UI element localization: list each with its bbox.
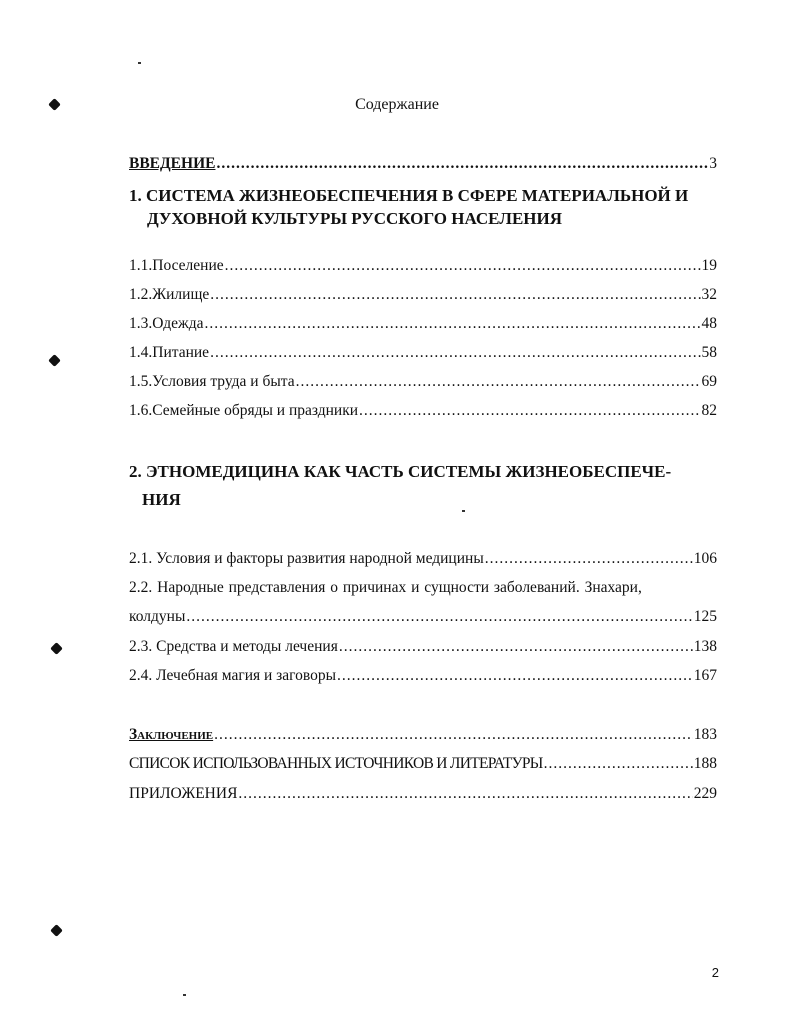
toc-page: 138 [693,638,717,655]
toc-leader [485,550,693,568]
toc-page: 183 [693,726,717,743]
toc-leader [186,608,692,626]
margin-mark [50,642,63,655]
toc-entry[interactable] [129,608,717,626]
toc-number: 1.4. [129,344,153,361]
toc-label: Питание [152,344,210,361]
toc-page: 19 [701,257,717,274]
toc-leader [544,755,693,773]
toc-label: 2.1. Условия и факторы развития народной медицины [129,550,484,567]
toc-number: 1.2. [129,286,153,303]
toc-label: Поселение [152,257,224,274]
toc-label-continued: колдуны [129,608,186,625]
scan-speck [138,62,141,64]
toc-leader [216,155,708,173]
toc-page: 58 [701,344,717,361]
toc-leader [238,785,692,803]
toc-label: Одежда [152,315,204,332]
toc-page: 188 [693,755,717,772]
toc-number: 1.1. [129,257,153,274]
toc-page: 3 [709,155,717,172]
toc-entry[interactable] [129,344,717,362]
section-2-heading [129,462,729,510]
toc-leader [337,667,693,685]
toc-number: 1.3. [129,315,153,332]
toc-leader [210,344,700,362]
toc-entry[interactable] [129,667,717,685]
toc-entry-sources[interactable] [129,755,717,773]
toc-label: 2.3. Средства и методы лечения [129,638,338,655]
toc-entry[interactable] [129,257,717,275]
toc-label: Семейные обряды и праздники [152,402,359,419]
section-1-heading-line2: ДУХОВНОЙ КУЛЬТУРЫ РУССКОГО НАСЕЛЕНИЯ [147,209,563,228]
toc-leader [204,315,700,333]
toc-label: СПИСОК ИСПОЛЬЗОВАННЫХ ИСТОЧНИКОВ И ЛИТЕРАТУРЫ [129,755,543,772]
toc-leader [225,257,701,275]
toc-label: Заключение [129,726,214,743]
toc-entry-line1[interactable] [129,579,717,597]
toc-entry-conclusion[interactable] [129,726,717,744]
toc-label: Жилище [152,286,210,303]
toc-entry[interactable] [129,315,717,333]
toc-leader [296,373,701,391]
toc-entry[interactable] [129,373,717,391]
toc-entry-intro[interactable] [129,155,717,173]
toc-leader [210,286,700,304]
toc-page: 125 [693,608,717,625]
toc-number: 1.5. [129,373,153,390]
toc-page: 82 [701,402,717,419]
section-2-heading-line1: 2. ЭТНОМЕДИЦИНА КАК ЧАСТЬ СИСТЕМЫ ЖИЗНЕОБЕСПЕЧЕ- [129,462,672,481]
toc-leader [339,638,693,656]
toc-number: 1.6. [129,402,153,419]
toc-leader [214,726,693,744]
section-1-heading [129,184,729,230]
toc-entry[interactable] [129,402,717,420]
margin-mark [50,924,63,937]
toc-page: 69 [701,373,717,390]
toc-page: 32 [701,286,717,303]
toc-entry-appendix[interactable] [129,785,717,803]
toc-page: 106 [693,550,717,567]
toc-page: 167 [693,667,717,684]
margin-mark [48,354,61,367]
page-title: Содержание [355,96,439,113]
toc-leader [359,402,700,420]
section-2-heading-line2: НИЯ [142,490,181,509]
scan-speck [183,994,186,996]
toc-label: ВВЕДЕНИЕ [129,155,216,172]
toc-page: 48 [701,315,717,332]
toc-entry[interactable] [129,286,717,304]
toc-label: Условия труда и быта [152,373,295,390]
scan-speck [462,510,465,512]
toc-entry[interactable] [129,638,717,656]
section-1-heading-line1: 1. СИСТЕМА ЖИЗНЕОБЕСПЕЧЕНИЯ В СФЕРЕ МАТЕРИАЛЬНОЙ И [129,186,689,205]
toc-label: ПРИЛОЖЕНИЯ [129,785,238,802]
toc-label: 2.4. Лечебная магия и заговоры [129,667,337,684]
toc-entry[interactable] [129,550,717,568]
toc-page: 229 [693,785,717,802]
page-number: 2 [711,965,719,980]
toc-label: 2.2. Народные представления о причинах и сущности заболеваний. Знахари, [129,579,642,596]
